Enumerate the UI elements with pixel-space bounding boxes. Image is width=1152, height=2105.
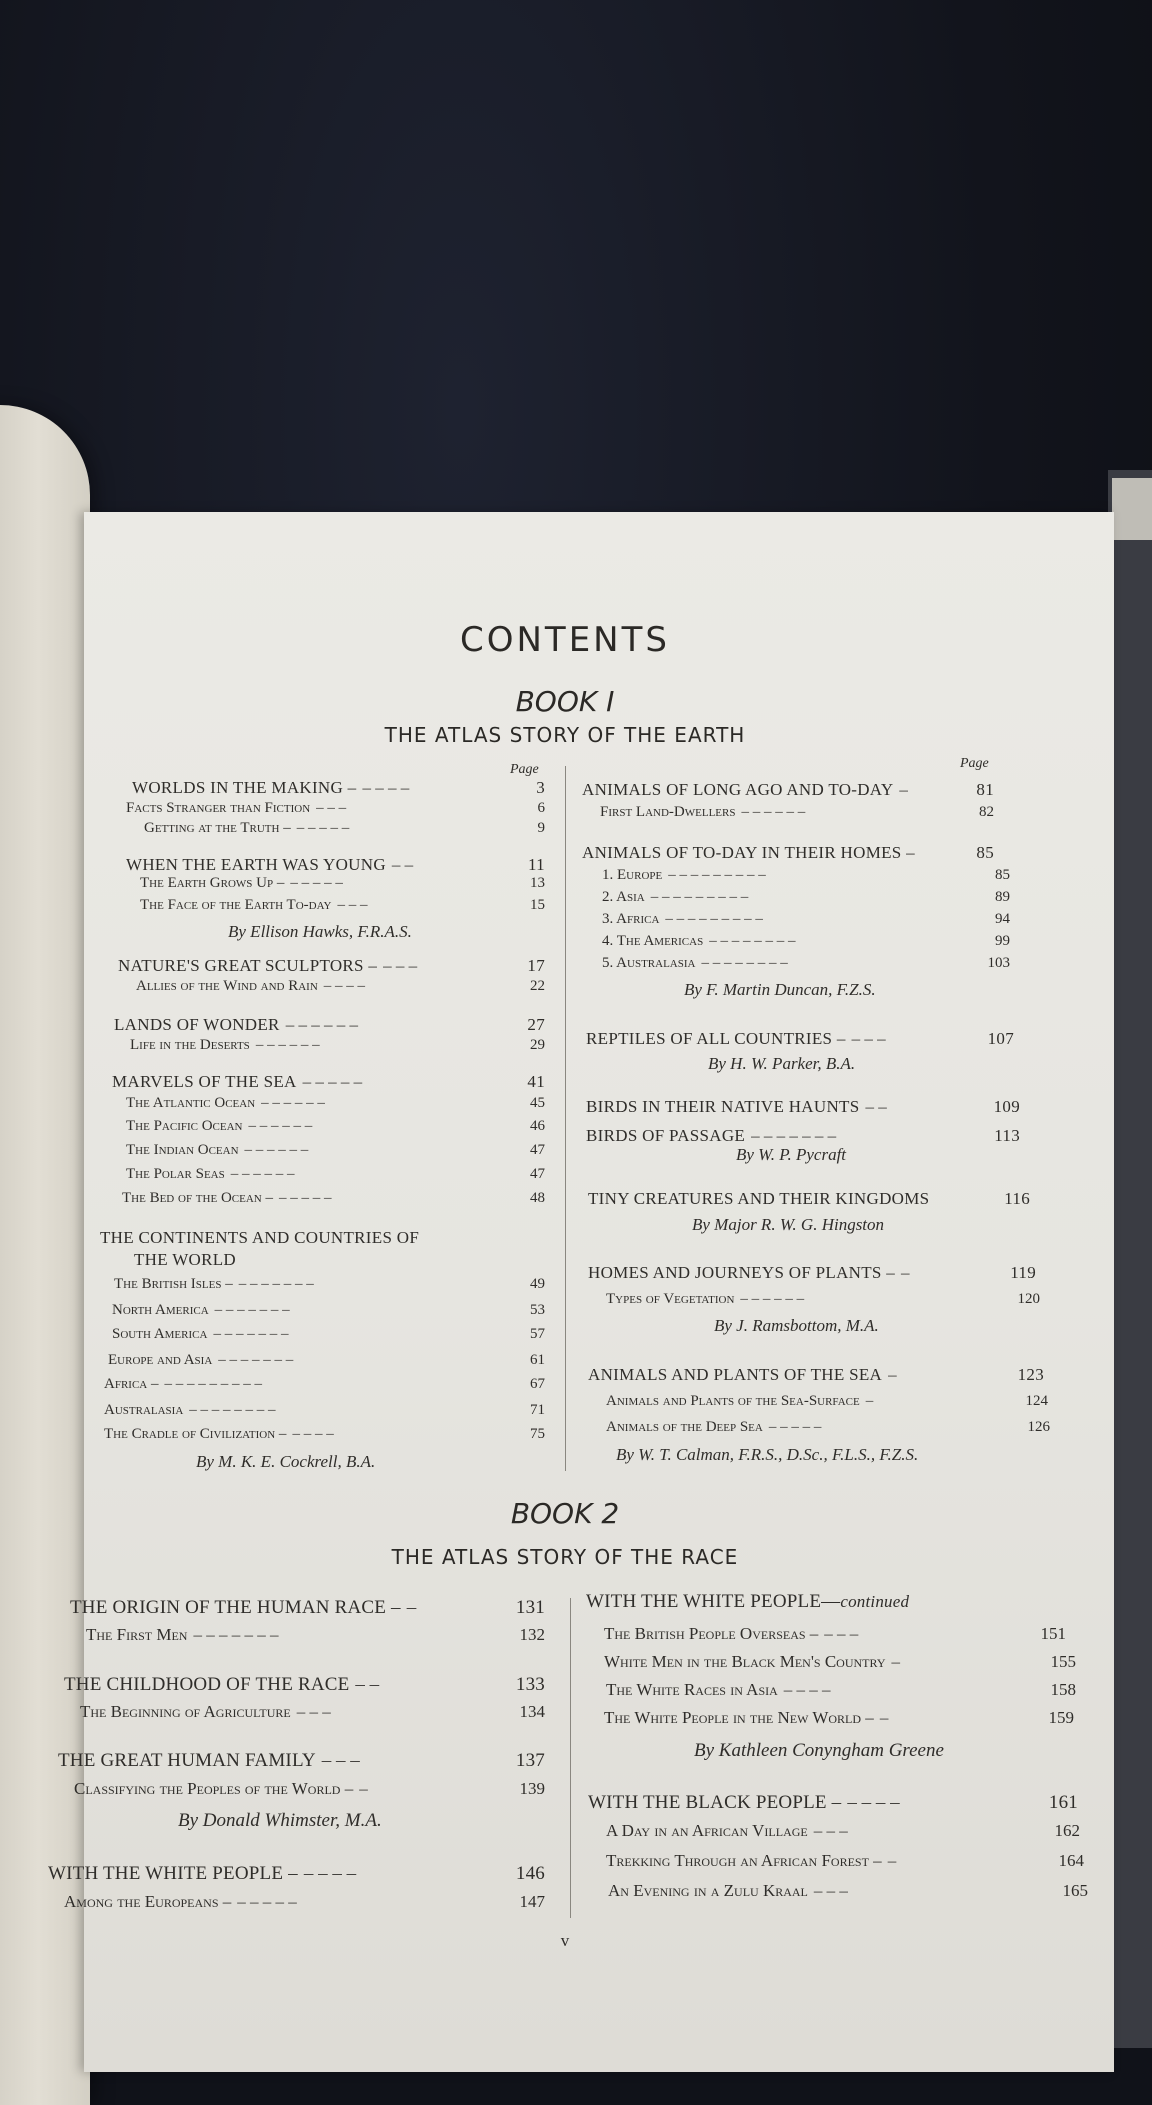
toc-entry[interactable] [588, 1365, 1044, 1385]
page-number: v [560, 1931, 570, 1950]
leader-dashes: – – – – – – [255, 1037, 320, 1053]
entry-page-number: 158 [1050, 1680, 1076, 1699]
entry-page-number: 11 [528, 855, 545, 874]
toc-entry[interactable] [48, 1863, 545, 1885]
entry-page-number: 155 [1050, 1652, 1076, 1671]
toc-entry[interactable] [600, 804, 994, 821]
entry-page-number: 3 [536, 778, 545, 797]
leader-dashes: – – – – [783, 1680, 831, 1699]
entry-author: By W. T. Calman, F.R.S., D.Sc., F.L.S., F.Z.S. [616, 1445, 919, 1464]
toc-entry[interactable] [586, 1097, 1020, 1117]
entry-title: Australasia [104, 1402, 184, 1418]
entry-author: By H. W. Parker, B.A. [708, 1054, 856, 1073]
entry-page-number: 22 [530, 978, 545, 994]
toc-entry[interactable] [588, 1263, 1036, 1283]
toc-entry[interactable] [602, 955, 1010, 972]
toc-entry[interactable] [582, 843, 994, 863]
right-edge-card [1112, 478, 1152, 540]
column-divider [570, 1598, 571, 1918]
leader-dashes: – – – – [292, 1426, 334, 1442]
entry-title: 5. Australasia [602, 955, 696, 971]
entry-author: By M. K. E. Cockrell, B.A. [196, 1452, 376, 1471]
toc-entry[interactable] [118, 956, 545, 976]
leader-dashes: – [865, 1393, 874, 1409]
leader-dashes: – – – – – – [740, 1291, 805, 1307]
toc-entry[interactable] [64, 1674, 545, 1696]
leader-dashes: – – [355, 1674, 380, 1695]
entry-title: The Indian Ocean [126, 1142, 239, 1158]
toc-entry[interactable] [104, 1376, 545, 1393]
leader-dashes: – – – – – – – – – [164, 1376, 262, 1392]
entry-title: A Day in an African Village [606, 1821, 808, 1840]
entry-page-number: 164 [1058, 1851, 1084, 1870]
entry-title-line2: THE WORLD [134, 1250, 237, 1269]
entry-page-number: 134 [519, 1702, 545, 1721]
entry-title: The Beginning of Agriculture [80, 1702, 291, 1721]
toc-entry[interactable] [606, 1821, 1080, 1841]
leader-dashes: – – – – – – – – [709, 933, 796, 949]
toc-entry[interactable] [588, 1189, 1030, 1209]
leader-dashes: – – – – – – [741, 804, 806, 820]
entry-title-continued: continued [840, 1592, 910, 1611]
toc-entry[interactable] [130, 1037, 545, 1054]
entry-title: WITH THE WHITE PEOPLE – [48, 1863, 298, 1884]
leader-dashes: – – – [296, 1702, 331, 1721]
entry-page-number: 67 [530, 1376, 545, 1392]
entry-title: WITH THE WHITE PEOPLE— [586, 1591, 841, 1612]
leader-dashes: – – – [337, 897, 368, 913]
toc-entry[interactable] [126, 800, 545, 817]
left-page-edge [0, 405, 90, 2105]
entry-page-number: 57 [530, 1326, 545, 1342]
entry-page-number: 71 [530, 1402, 545, 1418]
entry-page-number: 147 [519, 1892, 545, 1911]
toc-entry[interactable] [604, 1652, 1076, 1672]
entry-page-number: 103 [987, 955, 1010, 971]
entry-title: Getting at the Truth – [144, 820, 291, 836]
leader-dashes: – [887, 1851, 897, 1870]
entry-page-number: 29 [530, 1037, 545, 1053]
toc-entry[interactable] [126, 1118, 545, 1135]
leader-dashes: – [879, 1708, 889, 1727]
toc-entry[interactable] [602, 867, 1010, 884]
toc-entry[interactable] [136, 978, 545, 995]
entry-title: HOMES AND JOURNEYS OF PLANTS – [588, 1263, 896, 1282]
toc-entry[interactable] [606, 1851, 1084, 1871]
entry-title: Life in the Deserts [130, 1037, 250, 1053]
entry-page-number: 89 [995, 889, 1010, 905]
leader-dashes: – [891, 1652, 900, 1671]
entry-title: WITH THE BLACK PEOPLE – [588, 1792, 842, 1813]
book1-right-page-header: Page [960, 756, 989, 771]
entry-page-number: 46 [530, 1118, 545, 1134]
leader-dashes: – – – – – [302, 1072, 363, 1091]
entry-page-number: 75 [530, 1426, 545, 1442]
toc-entry[interactable] [108, 1352, 545, 1369]
entry-title: ANIMALS OF TO-DAY IN THEIR HOMES – [582, 843, 915, 862]
toc-entry[interactable] [606, 1291, 1040, 1308]
toc-entry[interactable] [132, 778, 545, 798]
toc-entry[interactable] [104, 1402, 545, 1419]
toc-entry[interactable] [114, 1015, 545, 1035]
entry-page-number: 133 [515, 1674, 545, 1695]
entry-page-number: 161 [1048, 1792, 1078, 1813]
entry-author: By Donald Whimster, M.A. [178, 1810, 382, 1831]
entry-title: Africa – [104, 1376, 159, 1392]
entry-page-number: 146 [515, 1863, 545, 1884]
entry-page-number: 27 [527, 1015, 545, 1034]
entry-title: The Atlantic Ocean [126, 1095, 256, 1111]
entry-title: The Earth Grows Up – [140, 875, 285, 891]
leader-dashes: – – – – – [296, 820, 350, 836]
entry-title: The Bed of the Ocean – [122, 1190, 273, 1206]
toc-entry[interactable] [70, 1597, 545, 1619]
toc-entry[interactable] [586, 1029, 1014, 1049]
leader-dashes: – – – – – [768, 1419, 822, 1435]
leader-dashes: – – – – – – – [218, 1352, 294, 1368]
entry-title: Types of Vegetation [606, 1291, 735, 1307]
leader-dashes: – – [391, 855, 414, 874]
entry-page-number: 17 [527, 956, 545, 975]
entry-title: THE GREAT HUMAN FAMILY [58, 1750, 316, 1771]
entry-page-number: 139 [519, 1779, 545, 1798]
leader-dashes: – – – – [323, 978, 366, 994]
entry-title: Classifying the Peoples of the World – [74, 1779, 354, 1798]
entry-page-number: 119 [1010, 1263, 1036, 1282]
leader-dashes: – – – – [362, 778, 410, 797]
entry-author: By Kathleen Conyngham Greene [694, 1740, 944, 1761]
toc-entry[interactable] [114, 1276, 545, 1293]
leader-dashes: – [901, 1263, 910, 1282]
leader-dashes: – – – – – – [248, 1118, 313, 1134]
entry-page-number: 61 [530, 1352, 545, 1368]
entry-author: By W. P. Pycraft [736, 1145, 847, 1164]
leader-dashes: – – – – – – [285, 1015, 358, 1034]
column-divider [565, 766, 566, 1471]
entry-title: ANIMALS AND PLANTS OF THE SEA [588, 1365, 883, 1384]
leader-dashes: – [359, 1779, 368, 1798]
leader-dashes: – [899, 780, 908, 799]
leader-dashes: – – – – – – [244, 1142, 309, 1158]
entry-title: LANDS OF WONDER [114, 1015, 280, 1034]
leader-dashes: – – – [824, 1624, 859, 1643]
entry-title: Animals and Plants of the Sea-Surface [606, 1393, 860, 1409]
entry-page-number: 124 [1025, 1393, 1048, 1409]
entry-page-number: 13 [530, 875, 545, 891]
entry-title: The White People in the New World – [604, 1708, 874, 1727]
toc-entry[interactable] [586, 1126, 1020, 1146]
toc-entry[interactable] [112, 1326, 545, 1343]
leader-dashes: – – – – – – – [751, 1126, 837, 1145]
leader-dashes: – [406, 1597, 417, 1618]
entry-title: WHEN THE EARTH WAS YOUNG [126, 855, 386, 874]
entry-title: 1. Europe [602, 867, 663, 883]
book1-subtitle: THE ATLAS STORY OF THE EARTH [384, 723, 746, 747]
leader-dashes: – – – – – – – [238, 1276, 314, 1292]
entry-page-number: 107 [987, 1029, 1014, 1048]
entry-page-number: 85 [995, 867, 1010, 883]
book2-heading: BOOK 2 [510, 1497, 620, 1530]
toc-entry[interactable] [606, 1419, 1050, 1436]
book1-left-page-header: Page [510, 762, 539, 777]
entry-page-number: 116 [1004, 1189, 1030, 1208]
leader-dashes: – – – – – – – – – [665, 911, 763, 927]
leader-dashes: – – – – – [278, 1190, 332, 1206]
leader-dashes: – – – – – – – – – [668, 867, 766, 883]
leader-dashes: – [888, 1365, 897, 1384]
entry-title: REPTILES OF ALL COUNTRIES – [586, 1029, 846, 1048]
entry-title: MARVELS OF THE SEA [112, 1072, 297, 1091]
entry-page-number: 81 [976, 780, 994, 799]
entry-title: THE ORIGIN OF THE HUMAN RACE – [70, 1597, 401, 1618]
entry-title: South America [112, 1326, 208, 1342]
entry-page-number: 82 [979, 804, 994, 820]
toc-entry[interactable] [112, 1072, 545, 1092]
entry-title: The Polar Seas [126, 1166, 225, 1182]
entry-title: The British Isles – [114, 1276, 233, 1292]
entry-page-number: 9 [537, 820, 545, 836]
entry-page-number: 48 [530, 1190, 545, 1206]
entry-page-number: 159 [1048, 1708, 1074, 1727]
leader-dashes: – – – – [303, 1863, 357, 1884]
leader-dashes: – – – – – – – – [189, 1402, 276, 1418]
entry-page-number: 53 [530, 1302, 545, 1318]
toc-entry[interactable] [606, 1680, 1076, 1700]
leader-dashes: – – [865, 1097, 887, 1116]
toc-entry[interactable] [608, 1881, 1088, 1901]
toc-entry[interactable] [100, 1228, 419, 1248]
leader-dashes: – – – – – – – – – [650, 889, 749, 905]
entry-page-number: 126 [1027, 1419, 1050, 1435]
entry-title: THE CONTINENTS AND COUNTRIES OF [100, 1228, 420, 1247]
entry-title: Allies of the Wind and Rain [136, 978, 318, 994]
entry-title: The White Races in Asia [606, 1680, 778, 1699]
entry-page-number: 41 [527, 1072, 545, 1091]
toc-entry[interactable] [80, 1702, 545, 1722]
entry-author: By F. Martin Duncan, F.Z.S. [684, 980, 876, 999]
entry-page-number: 99 [995, 933, 1010, 949]
toc-entry[interactable] [64, 1892, 545, 1912]
entry-title: 4. The Americas [602, 933, 704, 949]
entry-page-number: 85 [976, 843, 994, 862]
entry-author: By J. Ramsbottom, M.A. [714, 1316, 879, 1335]
entry-title: Facts Stranger than Fiction [126, 800, 311, 816]
toc-entry[interactable] [104, 1426, 545, 1443]
entry-title: NATURE'S GREAT SCULPTORS – [118, 956, 378, 975]
leader-dashes: – – – [316, 800, 347, 816]
entry-title: Animals of the Deep Sea [606, 1419, 763, 1435]
entry-page-number: 45 [530, 1095, 545, 1111]
leader-dashes: – – – – – – [261, 1095, 325, 1111]
toc-entry[interactable] [588, 1792, 1078, 1814]
entry-title: An Evening in a Zulu Kraal [608, 1881, 808, 1900]
toc-entry[interactable] [74, 1779, 545, 1799]
entry-page-number: 109 [993, 1097, 1020, 1116]
entry-title: ANIMALS OF LONG AGO AND TO-DAY [582, 780, 894, 799]
entry-title: Trekking Through an African Forest – [606, 1851, 882, 1870]
entry-page-number: 165 [1062, 1881, 1088, 1900]
toc-entry[interactable] [126, 1166, 545, 1183]
entry-page-number: 120 [1017, 1291, 1040, 1307]
toc-entry[interactable] [606, 1393, 1048, 1410]
entry-title: WORLDS IN THE MAKING – [132, 778, 357, 797]
leader-dashes: – – – – – – – [213, 1326, 289, 1342]
leader-dashes: – – – [321, 1750, 360, 1771]
toc-entry[interactable] [140, 897, 545, 914]
book1-heading: BOOK I [515, 685, 615, 718]
entry-author: By Ellison Hawks, F.R.A.S. [228, 922, 412, 941]
toc-entry[interactable] [58, 1750, 545, 1772]
entry-page-number: 113 [994, 1126, 1020, 1145]
leader-dashes: – – – [813, 1881, 848, 1900]
toc-entry[interactable] [582, 780, 994, 800]
leader-dashes: – – – [813, 1821, 848, 1840]
entry-author: By Major R. W. G. Hingston [692, 1215, 885, 1234]
entry-title: TINY CREATURES AND THEIR KINGDOMS [588, 1189, 930, 1208]
entry-page-number: 132 [519, 1625, 545, 1644]
entry-page-number: 47 [530, 1142, 545, 1158]
leader-dashes: – – – – – – – – [701, 955, 788, 971]
entry-title: BIRDS OF PASSAGE [586, 1126, 746, 1145]
toc-entry[interactable] [86, 1625, 545, 1645]
toc-entry[interactable] [126, 1095, 545, 1112]
contents-title: CONTENTS [460, 620, 670, 660]
entry-title: First Land-Dwellers [600, 804, 736, 820]
entry-title: BIRDS IN THEIR NATIVE HAUNTS [586, 1097, 860, 1116]
toc-entry[interactable] [604, 1708, 1074, 1728]
leader-dashes: – – – – – – – [193, 1625, 279, 1644]
book2-subtitle: THE ATLAS STORY OF THE RACE [391, 1545, 739, 1569]
entry-page-number: 15 [530, 897, 545, 913]
entry-page-number: 94 [995, 911, 1010, 927]
leader-dashes: – – – – [847, 1792, 900, 1813]
toc-entry[interactable] [602, 889, 1010, 906]
entry-title: Europe and Asia [108, 1352, 213, 1368]
entry-title: The Face of the Earth To-day [140, 897, 332, 913]
entry-page-number: 123 [1017, 1365, 1044, 1384]
entry-title: The British People Overseas – [604, 1624, 819, 1643]
toc-entry[interactable] [144, 820, 545, 837]
entry-page-number: 131 [515, 1597, 545, 1618]
toc-entry[interactable] [112, 1302, 545, 1319]
toc-entry[interactable] [126, 1142, 545, 1159]
toc-entry[interactable] [604, 1624, 1066, 1644]
leader-dashes: – – – – – [237, 1892, 297, 1911]
toc-entry[interactable] [122, 1190, 545, 1207]
entry-page-number: 151 [1040, 1624, 1066, 1643]
entry-title: THE CHILDHOOD OF THE RACE [64, 1674, 350, 1695]
entry-title: 2. Asia [602, 889, 645, 905]
entry-title: North America [112, 1302, 209, 1318]
toc-entry[interactable] [126, 855, 545, 875]
toc-entry[interactable] [140, 875, 545, 892]
entry-page-number: 6 [537, 800, 545, 816]
entry-title: White Men in the Black Men's Country [604, 1652, 886, 1671]
entry-page-number: 47 [530, 1166, 545, 1182]
entry-title: The Cradle of Civilization – [104, 1426, 287, 1442]
leader-dashes: – – – [851, 1029, 886, 1048]
entry-title: 3. Africa [602, 911, 660, 927]
entry-title: The First Men [86, 1625, 188, 1644]
toc-entry[interactable] [602, 933, 1010, 950]
entry-page-number: 162 [1054, 1821, 1080, 1840]
leader-dashes: – – – – – – [230, 1166, 295, 1182]
leader-dashes: – – – – – [290, 875, 343, 891]
toc-entry[interactable] [586, 1591, 909, 1613]
toc-entry[interactable] [602, 911, 1010, 928]
entry-page-number: 137 [515, 1750, 545, 1771]
entry-title: The Pacific Ocean [126, 1118, 243, 1134]
entry-title: Among the Europeans – [64, 1892, 232, 1911]
entry-page-number: 49 [530, 1276, 545, 1292]
leader-dashes: – – – [383, 956, 418, 975]
leader-dashes: – – – – – – – [214, 1302, 290, 1318]
